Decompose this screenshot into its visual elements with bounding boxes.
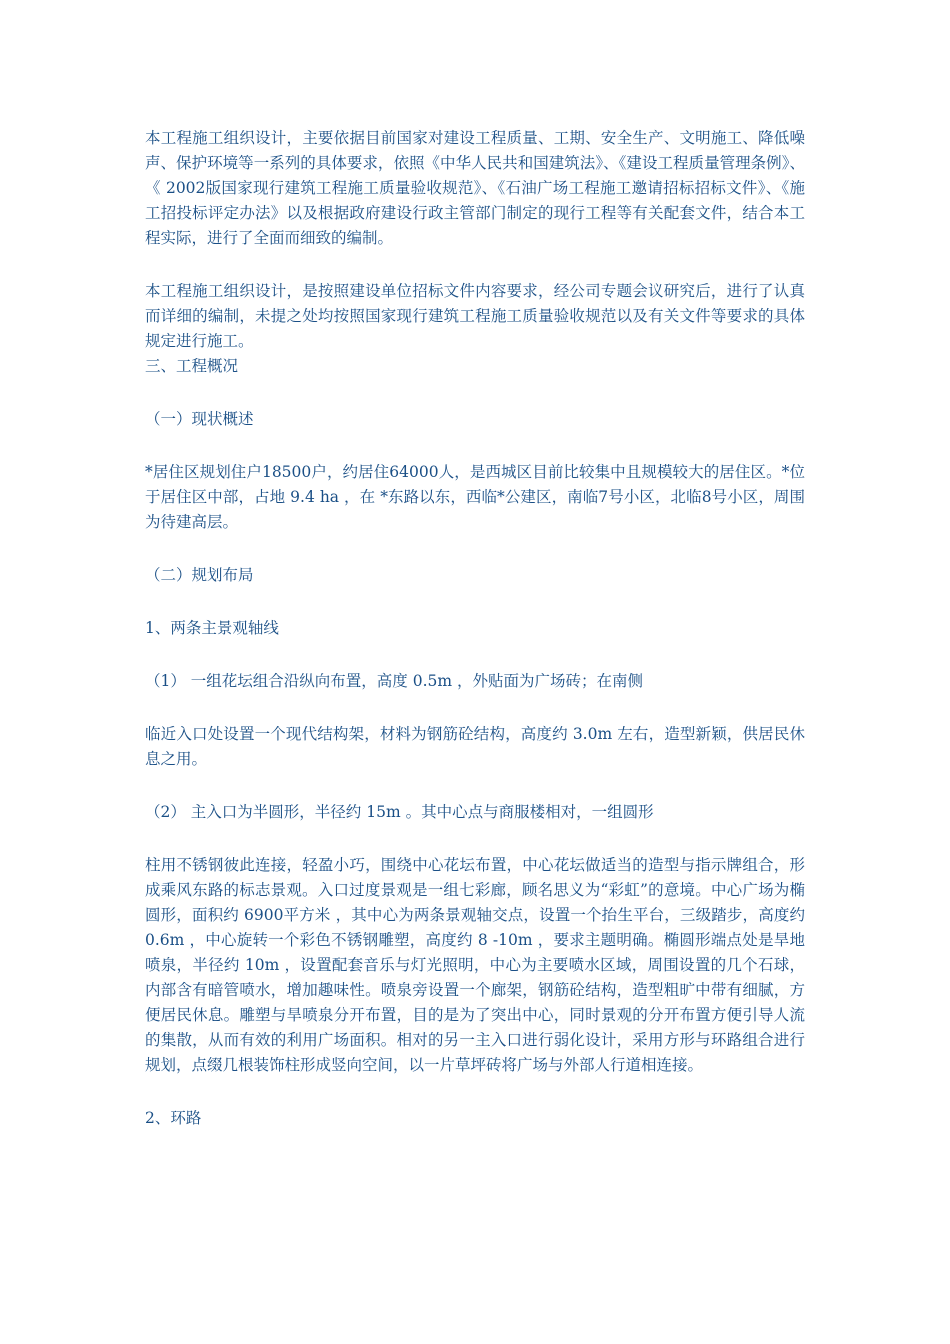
section-heading-overview: 三、工程概况 <box>145 357 239 375</box>
subsection-heading-status: （一）现状概述 <box>145 410 254 428</box>
axis-item-1: （1） 一组花坛组合沿纵向布置，高度 0.5m ，外贴面为广场砖；在南侧 <box>145 672 643 690</box>
intro-paragraph-2: 本工程施工组织设计，是按照建设单位招标文件内容要求，经公司专题会议研究后，进行了认真而详细的编制，未提之处均按照国家现行建筑工程施工质量验收规范以及有关文件等要求的具体规定进行施工。 <box>145 282 805 350</box>
axis-item-2: （2） 主入口为半圆形，半径约 15m 。其中心点与商服楼相对，一组圆形 <box>145 803 654 821</box>
document-body <box>145 126 805 1131</box>
subsection-heading-layout: （二）规划布局 <box>145 566 254 584</box>
status-paragraph: *居住区规划住户18500户，约居住64000人，是西城区目前比较集中且规模较大的居住区。*位于居住区中部，占地 9.4 ha ，在 *东路以东，西临*公建区，南临7号小区，北临8号小区，周围为待建高层。 <box>145 463 805 531</box>
axis-item-2-continued: 柱用不锈钢彼此连接，轻盈小巧，围绕中心花坛布置，中心花坛做适当的造型与指示牌组合，形成乘风东路的标志景观。入口过度景观是一组七彩廊，顾名思义为“彩虹”的意境。中心广场为椭圆形，面积约 6900平方米 ，其中心为两条景观轴交点，设置一个抬生平台，三级踏步，高度约 0.6m ，中心旋转一个彩色不锈钢雕塑，高度约 8 -10m ，要求主题明确。椭圆形端点处是旱地喷泉，半径约 10m ，设置配套音乐与灯光照明，中心为主要喷水区域，周围设置的几个石球，内部含有暗管喷水，增加趣味性。喷泉旁设置一个廊架，钢筋砼结构，造型粗旷中带有细腻，方便居民休息。雕塑与旱喷泉分开布置，目的是为了突出中心，同时景观的分开布置方便引导人流的集散，从而有效的利用广场面积。相对的另一主入口进行弱化设计，采用方形与环路组合进行规划，点缀几根装饰柱形成竖向空间，以一片草坪砖将广场与外部人行道相连接。 <box>145 856 805 1074</box>
axis-item-1-continued: 临近入口处设置一个现代结构架，材料为钢筋砼结构，高度约 3.0m 左右，造型新颖，供居民休息之用。 <box>145 725 805 768</box>
item-heading-ring-road: 2、环路 <box>145 1109 202 1127</box>
item-heading-axis: 1、两条主景观轴线 <box>145 619 279 637</box>
intro-paragraph: 本工程施工组织设计，主要依据目前国家对建设工程质量、工期、安全生产、文明施工、降低噪声、保护环境等一系列的具体要求，依照《中华人民共和国建筑法》、《建设工程质量管理条例》、《 2002版国家现行建筑工程施工质量验收规范》、《石油广场工程施工邀请招标招标文件》、《施工招投标评定办法》以及根据政府建设行政主管部门制定的现行工程等有关配套文件，结合本工程实际，进行了全面而细致的编制。 <box>145 129 805 247</box>
